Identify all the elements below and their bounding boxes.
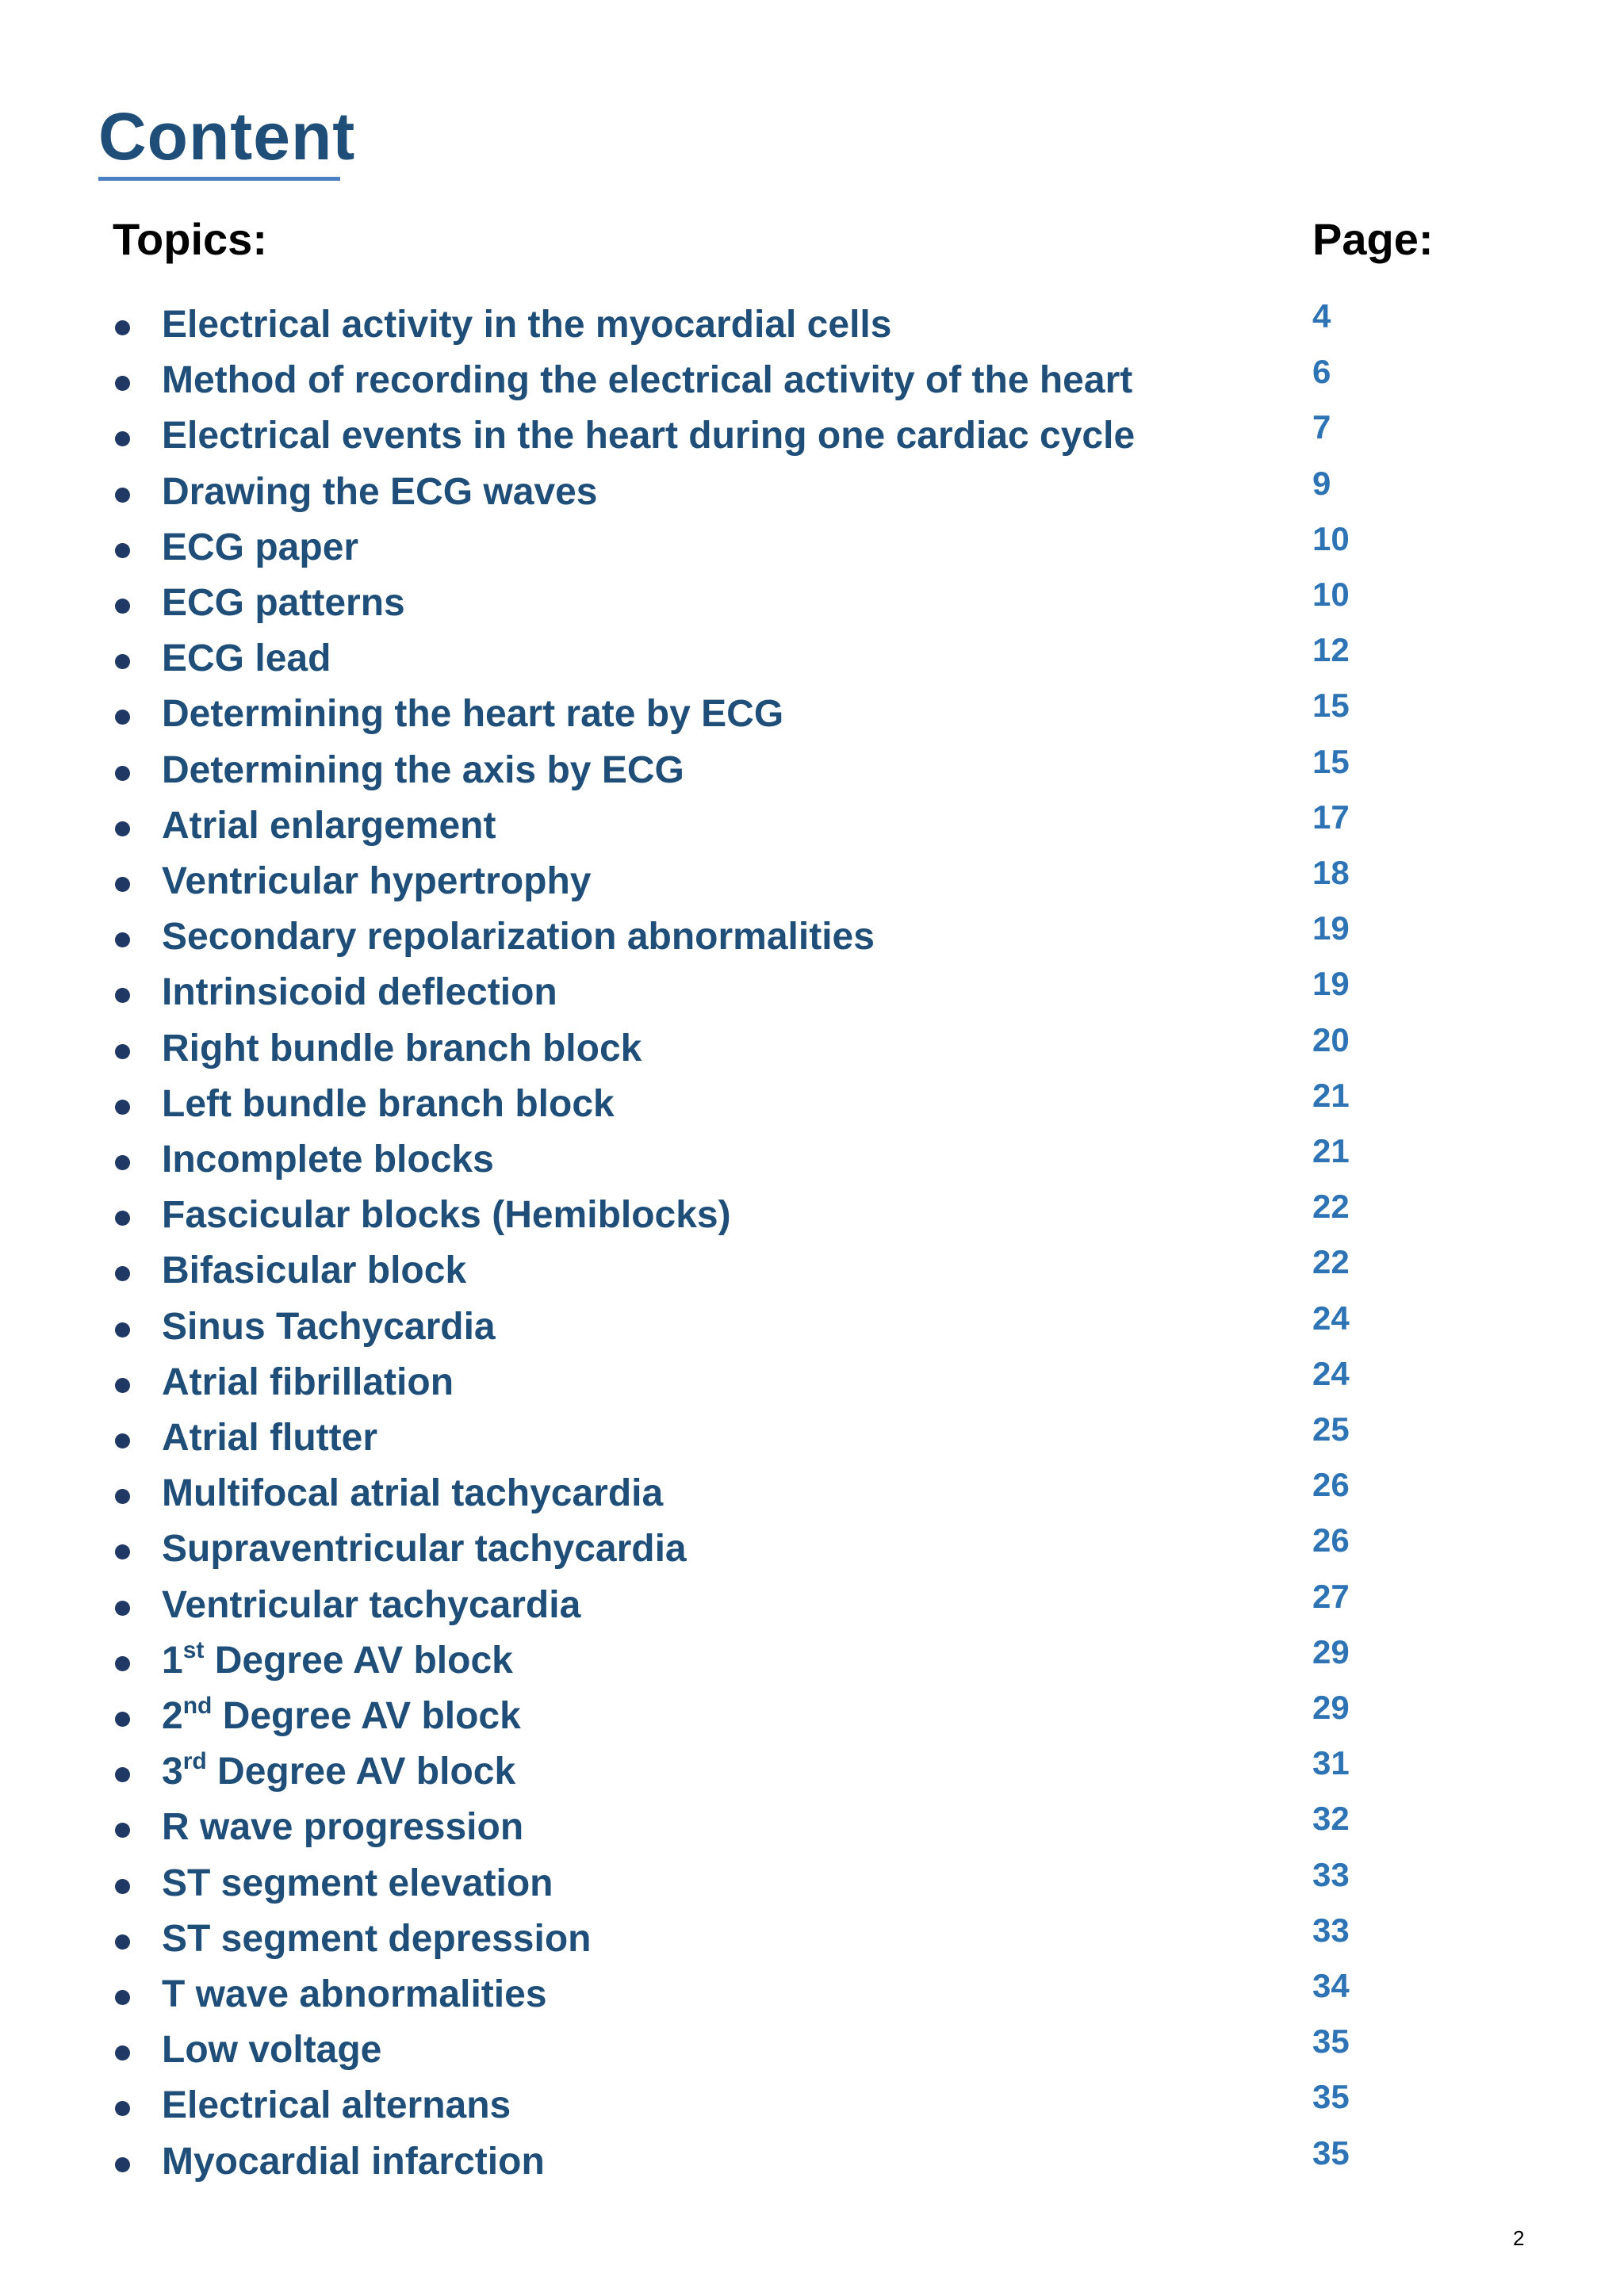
bullet-icon: [115, 1211, 130, 1226]
toc-item[interactable]: [0, 1410, 1624, 1468]
toc-item[interactable]: [0, 1855, 1624, 1914]
toc-page-number: 19: [1312, 909, 1350, 947]
toc-page-number: 18: [1312, 854, 1350, 891]
toc-page-number: 24: [1312, 1354, 1350, 1392]
bullet-icon: [115, 1767, 130, 1782]
toc-item[interactable]: [0, 798, 1624, 856]
toc-page-number: 9: [1312, 464, 1331, 502]
bullet-icon: [115, 2101, 130, 2116]
toc-topic-ordinal-suffix: rd: [182, 1748, 207, 1775]
bullet-icon: [115, 710, 130, 725]
toc-item[interactable]: [0, 2080, 1624, 2136]
toc-item[interactable]: [0, 1521, 1624, 1579]
bullet-icon: [115, 988, 130, 1003]
bullet-icon: [115, 1544, 130, 1559]
toc-item[interactable]: [0, 1911, 1624, 1969]
toc-item[interactable]: [0, 1190, 1624, 1246]
toc-topic: R wave progression: [162, 1806, 524, 1849]
footer-page-number: 2: [1513, 2226, 1525, 2250]
toc-page-number: 15: [1312, 687, 1350, 725]
toc-page-number: 22: [1312, 1188, 1350, 1226]
bullet-icon: [115, 1378, 130, 1393]
bullet-icon: [115, 877, 130, 892]
toc-page-number: 35: [1312, 2133, 1350, 2172]
toc-page-number: 22: [1312, 1243, 1350, 1281]
toc-topic: Supraventricular tachycardia: [162, 1528, 687, 1571]
toc-page-number: 21: [1312, 1132, 1350, 1169]
toc-item[interactable]: [0, 1076, 1624, 1135]
toc-item[interactable]: [0, 2133, 1624, 2192]
toc-topic: Incomplete blocks: [162, 1138, 494, 1181]
toc-topic: Method of recording the electrical activity of the heart: [162, 359, 1133, 402]
toc-item[interactable]: [0, 633, 1624, 689]
toc-item[interactable]: [0, 1744, 1624, 1802]
toc-page-number: 29: [1312, 1689, 1350, 1726]
toc-page-number: 33: [1312, 1911, 1350, 1949]
toc-page-number: 21: [1312, 1076, 1350, 1114]
bullet-icon: [115, 821, 130, 836]
toc-page-number: 33: [1312, 1855, 1350, 1893]
toc-item[interactable]: [0, 1020, 1624, 1079]
bullet-icon: [115, 488, 130, 503]
bullet-icon: [115, 320, 130, 335]
toc-topic-text: Degree AV block: [212, 1695, 521, 1737]
toc-page-number: 26: [1312, 1466, 1350, 1504]
page-header: Page:: [1312, 214, 1434, 264]
bullet-icon: [115, 1656, 130, 1671]
toc-topic: Low voltage: [162, 2029, 382, 2072]
toc-page-number: 7: [1312, 408, 1331, 446]
bullet-icon: [115, 376, 130, 391]
toc-page-number: 31: [1312, 1744, 1350, 1782]
toc-topic: Intrinsicoid deflection: [162, 971, 557, 1014]
toc-item[interactable]: [0, 742, 1624, 801]
toc-topic: Sinus Tachycardia: [162, 1305, 496, 1348]
title-underline: [98, 177, 340, 181]
toc-page-number: 35: [1312, 2078, 1350, 2116]
toc-page-number: 12: [1312, 631, 1350, 669]
toc-topic: ST segment depression: [162, 1917, 592, 1960]
toc-topic: Myocardial infarction: [162, 2140, 545, 2183]
toc-topic: Multifocal atrial tachycardia: [162, 1472, 664, 1515]
toc-topic: Fascicular blocks (Hemiblocks): [162, 1194, 731, 1237]
toc-topic: ECG paper: [162, 526, 359, 568]
toc-page-number: 26: [1312, 1521, 1350, 1559]
toc-page-number: 24: [1312, 1299, 1350, 1337]
toc-topic: Atrial flutter: [162, 1417, 378, 1459]
toc-topic: Determining the axis by ECG: [162, 748, 684, 791]
toc-topic: Left bundle branch block: [162, 1082, 615, 1125]
toc-page-number: 29: [1312, 1632, 1350, 1670]
bullet-icon: [115, 1266, 130, 1281]
toc-topic: Ventricular tachycardia: [162, 1583, 581, 1626]
toc-topic: ECG patterns: [162, 582, 405, 624]
toc-topic-ordinal-suffix: st: [182, 1636, 205, 1663]
toc-page-number: 34: [1312, 1967, 1350, 2004]
bullet-icon: [115, 2045, 130, 2061]
bullet-icon: [115, 1433, 130, 1448]
toc-item[interactable]: [0, 1468, 1624, 1524]
toc-item[interactable]: [0, 519, 1624, 578]
toc-topic: T wave abnormalities: [162, 1973, 547, 2015]
toc-item[interactable]: [0, 1132, 1624, 1190]
bullet-icon: [115, 1823, 130, 1838]
toc-page-number: 27: [1312, 1577, 1350, 1615]
toc-topic-ordinal: 2: [162, 1695, 183, 1737]
toc-item[interactable]: [0, 1632, 1624, 1691]
bullet-icon: [115, 1601, 130, 1616]
toc-item[interactable]: [0, 1577, 1624, 1636]
bullet-icon: [115, 932, 130, 947]
toc-item[interactable]: [0, 967, 1624, 1023]
toc-item[interactable]: [0, 1354, 1624, 1413]
toc-topic: ECG lead: [162, 637, 331, 680]
toc-item[interactable]: [0, 689, 1624, 744]
toc-topic: Determining the heart rate by ECG: [162, 693, 784, 736]
toc-page-number: 10: [1312, 519, 1350, 557]
toc-page-number: 35: [1312, 2022, 1350, 2061]
toc-page-number: 15: [1312, 742, 1350, 780]
bullet-icon: [115, 599, 130, 614]
toc-item[interactable]: [0, 1243, 1624, 1301]
toc-page-number: 20: [1312, 1020, 1350, 1058]
toc-topic-ordinal: 3: [162, 1751, 183, 1793]
toc-topic: [162, 1748, 516, 1793]
toc-topic: Electrical alternans: [162, 2084, 511, 2127]
bullet-icon: [115, 1322, 130, 1337]
toc-topic: Atrial enlargement: [162, 804, 496, 847]
bullet-icon: [115, 1100, 130, 1115]
toc-item[interactable]: [0, 1969, 1624, 2025]
bullet-icon: [115, 766, 130, 781]
toc-item[interactable]: [0, 355, 1624, 411]
toc-topic: ST segment elevation: [162, 1862, 553, 1904]
toc-item[interactable]: [0, 1691, 1624, 1747]
toc-topic-ordinal: 1: [162, 1639, 183, 1682]
toc-item[interactable]: [0, 909, 1624, 967]
bullet-icon: [115, 654, 130, 669]
bullet-icon: [115, 2157, 130, 2172]
toc-topic: Ventricular hypertrophy: [162, 860, 592, 902]
toc-topic-text: Degree AV block: [204, 1639, 513, 1682]
bullet-icon: [115, 1489, 130, 1504]
toc-item[interactable]: [0, 578, 1624, 633]
toc-topic-text: Degree AV block: [206, 1751, 516, 1793]
toc-page-number: 4: [1312, 297, 1331, 335]
toc-topic: [162, 1693, 521, 1737]
bullet-icon: [115, 543, 130, 558]
toc-topic: [162, 1636, 513, 1682]
topics-header: Topics:: [113, 214, 267, 264]
toc-page-number: 25: [1312, 1410, 1350, 1448]
bullet-icon: [115, 1934, 130, 1950]
toc-topic: Atrial fibrillation: [162, 1360, 454, 1403]
toc-item[interactable]: [0, 856, 1624, 912]
toc-page-number: 19: [1312, 965, 1350, 1003]
bullet-icon: [115, 431, 130, 446]
bullet-icon: [115, 1044, 130, 1059]
toc-topic: Electrical events in the heart during one cardiac cycle: [162, 415, 1136, 457]
toc-item[interactable]: [0, 408, 1624, 466]
toc-page-number: 17: [1312, 798, 1350, 836]
toc-item[interactable]: [0, 1802, 1624, 1858]
toc-topic-ordinal-suffix: nd: [182, 1693, 213, 1719]
toc-item[interactable]: [0, 1299, 1624, 1357]
bullet-icon: [115, 1155, 130, 1170]
toc-topic: Electrical activity in the myocardial cells: [162, 304, 892, 346]
toc-topic: Right bundle branch block: [162, 1027, 642, 1070]
toc-item[interactable]: [0, 2022, 1624, 2080]
bullet-icon: [115, 1990, 130, 2005]
toc-page-number: 32: [1312, 1800, 1350, 1838]
toc-page-number: 6: [1312, 353, 1331, 391]
toc-topic: Drawing the ECG waves: [162, 470, 598, 513]
toc-item[interactable]: [0, 464, 1624, 522]
bullet-icon: [115, 1712, 130, 1727]
toc-item[interactable]: [0, 297, 1624, 355]
page-title: Content: [98, 99, 356, 174]
toc-topic: Bifasicular block: [162, 1249, 467, 1292]
bullet-icon: [115, 1879, 130, 1894]
toc-topic: Secondary repolarization abnormalities: [162, 916, 875, 959]
toc-page-number: 10: [1312, 576, 1350, 613]
